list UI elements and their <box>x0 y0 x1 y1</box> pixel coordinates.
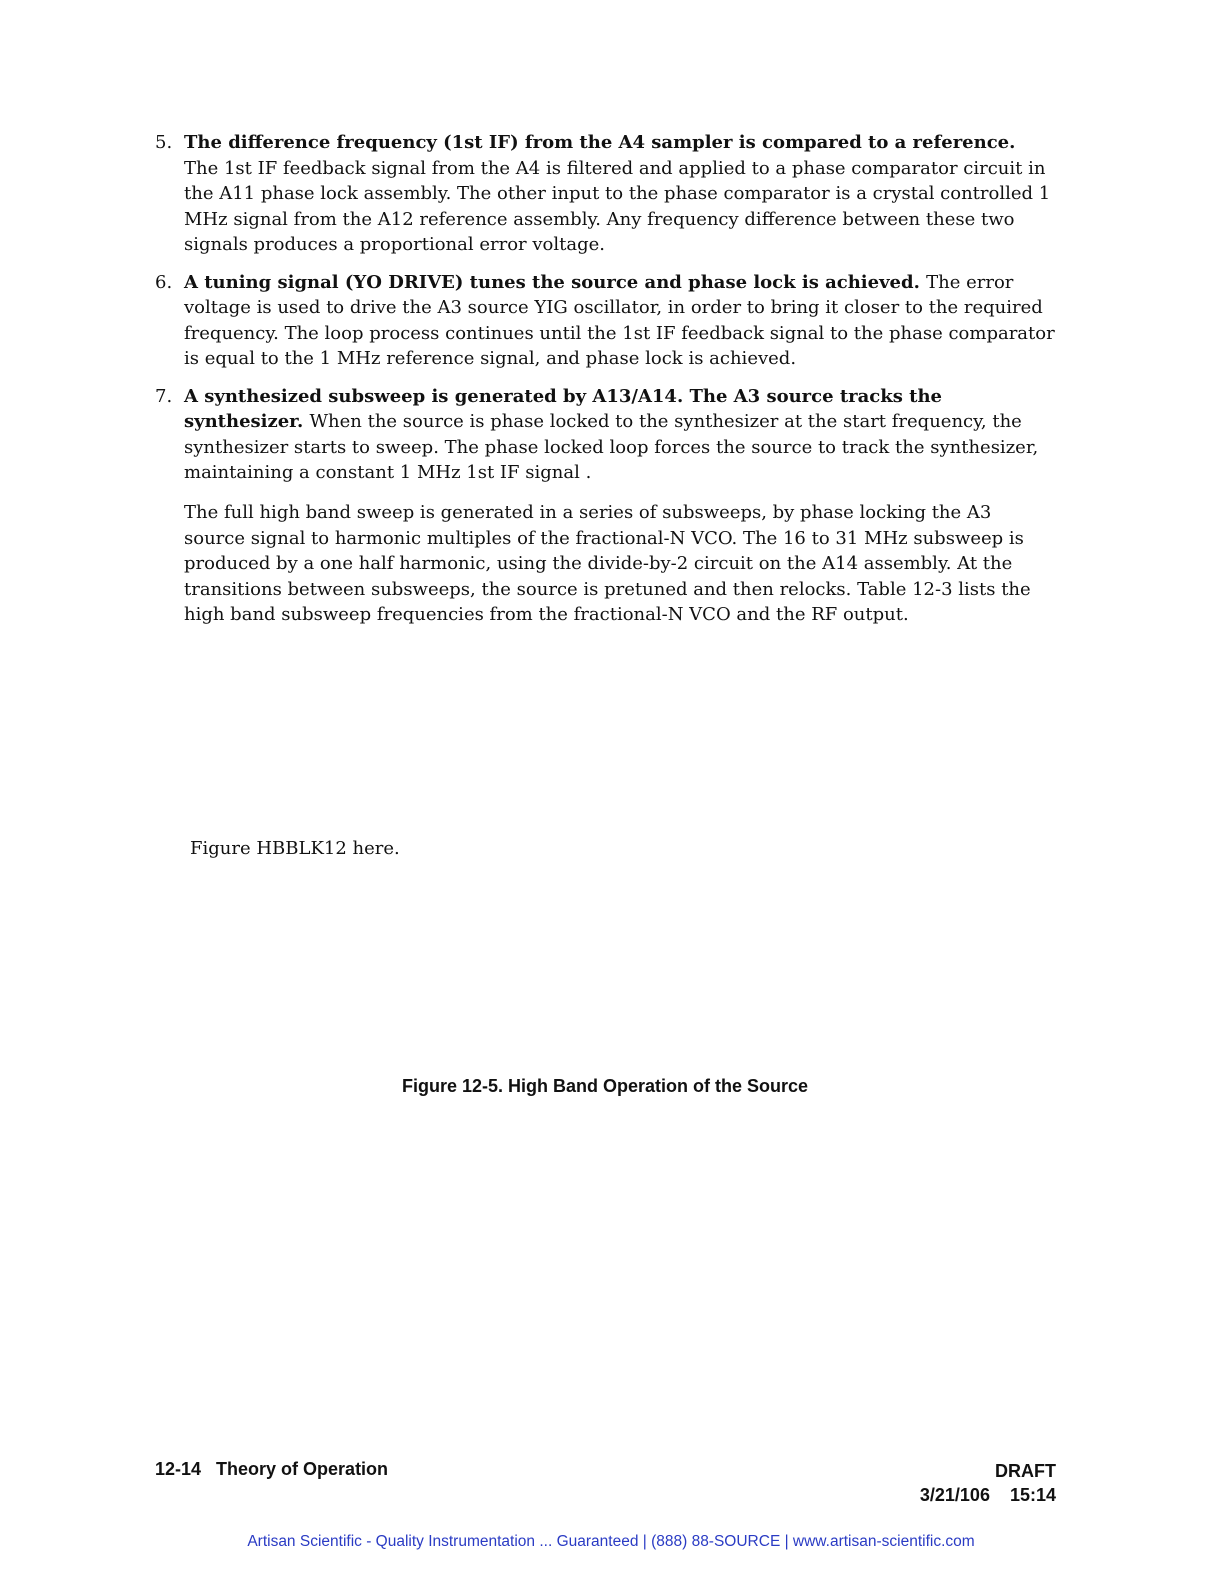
list-item <box>155 130 1055 258</box>
list-item-text: The error voltage is used to drive the A3 source YIG oscillator, in order to bring it closer to the required frequency. The loop process continues until the 1st IF feedback signal to the phase comparator is equal to the 1 MHz reference signal, and phase lock is achieved. <box>184 271 1055 369</box>
page-footer-draft <box>920 1459 1056 1507</box>
draft-label: DRAFT <box>995 1461 1056 1481</box>
list-item-text: When the source is phase locked to the synthesizer at the start frequency, the synthesizer starts to sweep. The phase locked loop forces the source to track the synthesizer, maintaining a constant 1 MHz 1st IF signal . <box>184 411 1039 483</box>
list-item <box>155 384 1055 486</box>
body-paragraph: The full high band sweep is generated in a series of subsweeps, by phase locking the A3 source signal to harmonic multiples of the fractional-N VCO. The 16 to 31 MHz subsweep is produced by a one half harmonic, using the divide-by-2 circuit on the A14 assembly. At the transitions between subsweeps, the source is pretuned and then relocks. Table 12-3 lists the high band subsweep frequencies from the fractional-N VCO and the RF output. <box>184 502 1031 625</box>
list-item-number: 7. <box>155 385 173 407</box>
page-footer-label: 12-14 Theory of Operation <box>155 1459 389 1479</box>
figure-caption: Figure 12-5. High Band Operation of the Source <box>401 1076 809 1096</box>
list-item-heading: A synthesized subsweep is generated by A13/A14. The A3 source tracks the synthesizer. <box>184 385 942 432</box>
list-item-number: 6. <box>155 271 173 293</box>
numbered-list <box>155 130 1055 498</box>
list-item-text: The 1st IF feedback signal from the A4 is filtered and applied to a phase comparator circuit in the A11 phase lock assembly. The other input to the phase comparator is a crystal controlled 1 MHz signal from the A12 reference assembly. Any frequency difference between these two signals produces a proportional error voltage. <box>184 157 1051 255</box>
draft-timestamp: 3/21/106 15:14 <box>919 1485 1056 1505</box>
list-item-heading: The difference frequency (1st IF) from the A4 sampler is compared to a reference. <box>184 132 1016 153</box>
figure-placeholder: Figure HBBLK12 here. <box>190 838 400 859</box>
list-item-number: 5. <box>155 132 173 153</box>
list-item <box>155 270 1055 372</box>
artisan-watermark-link[interactable]: Artisan Scientific - Quality Instrumentation ... Guaranteed | (888) 88-SOURCE | www.artisan-scientific.com <box>247 1533 975 1550</box>
list-item-heading: A tuning signal (YO DRIVE) tunes the source and phase lock is achieved. <box>184 271 927 293</box>
